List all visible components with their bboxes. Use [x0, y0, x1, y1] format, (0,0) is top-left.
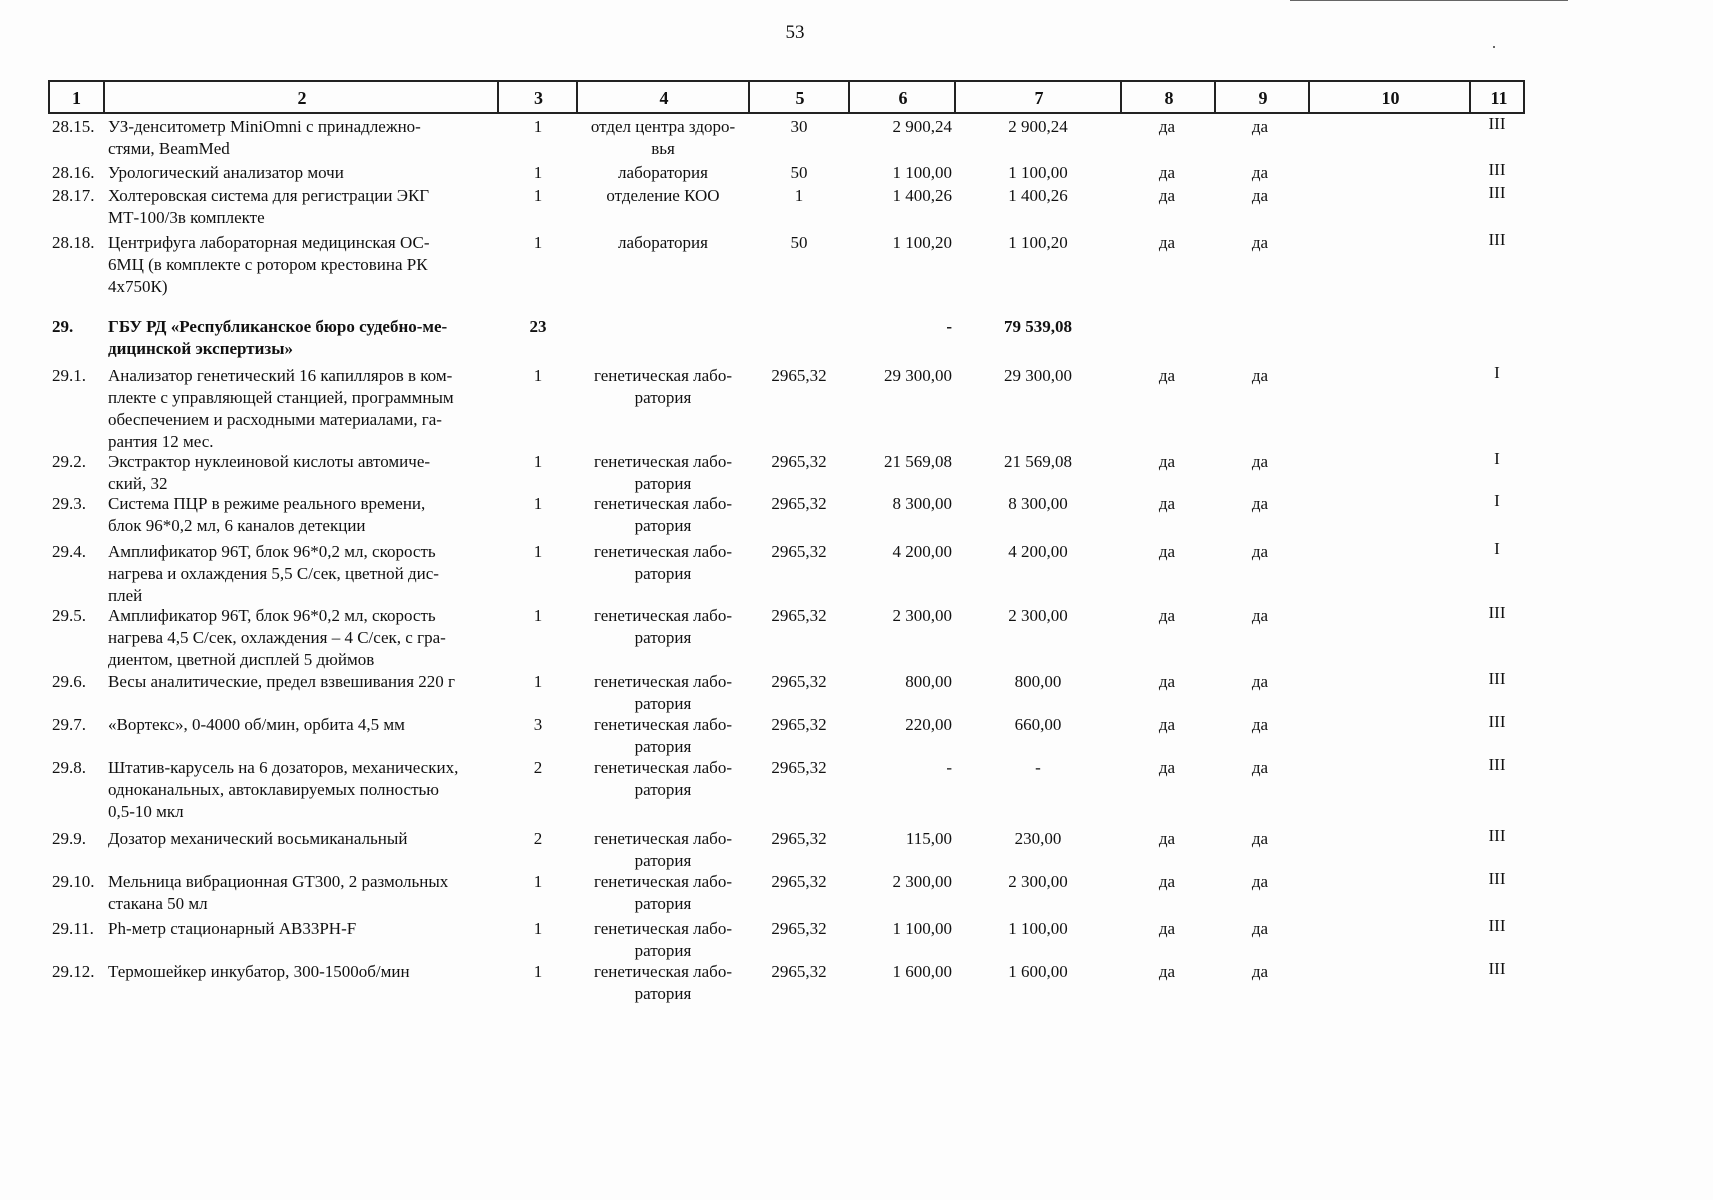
- total-sum: 4 200,00: [1008, 542, 1068, 561]
- class-value: III: [1488, 669, 1506, 688]
- total-sum: 1 400,26: [1008, 186, 1068, 205]
- class-value: III: [1488, 916, 1506, 935]
- col9-value: да: [1251, 919, 1269, 938]
- col5-value: 30: [790, 117, 808, 136]
- unit-price: 2 300,00: [892, 872, 952, 891]
- col8-value: да: [1158, 186, 1176, 205]
- total-sum: 1 100,00: [1008, 919, 1068, 938]
- row-number: 29.3.: [52, 494, 86, 513]
- unit-price: 220,00: [905, 715, 952, 734]
- department: лаборатория: [618, 163, 708, 182]
- col9-value: да: [1251, 758, 1269, 777]
- col9-value: да: [1251, 186, 1269, 205]
- unit-price: 8 300,00: [892, 494, 952, 513]
- row-number: 29.2.: [52, 452, 86, 471]
- scan-artifact-line: [1290, 0, 1568, 1]
- row-number: 29.9.: [52, 829, 86, 848]
- col5-value: 2965,32: [771, 452, 827, 471]
- total-sum: 8 300,00: [1008, 494, 1068, 513]
- col8-value: да: [1158, 494, 1176, 513]
- quantity: 1: [533, 919, 543, 938]
- quantity: 1: [533, 117, 543, 136]
- col8-value: да: [1158, 672, 1176, 691]
- col9-value: да: [1251, 494, 1269, 513]
- item-name: Холтеровская система для регистрации ЭКГ МТ-100/3в комплекте: [108, 186, 430, 227]
- row-number: 28.16.: [52, 163, 95, 182]
- item-name: Амплификатор 96Т, блок 96*0,2 мл, скорость нагрева 4,5 С/сек, охлаждения – 4 С/сек, с гра- диентом, цветной дисплей 5 дюймов: [108, 606, 446, 669]
- item-name: «Вортекс», 0-4000 об/мин, орбита 4,5 мм: [108, 715, 405, 734]
- unit-price: -: [946, 317, 952, 336]
- class-value: III: [1488, 755, 1506, 774]
- department: генетическая лабо- ратория: [594, 872, 732, 913]
- col5-value: 2965,32: [771, 542, 827, 561]
- total-sum: 2 300,00: [1008, 872, 1068, 891]
- department: генетическая лабо- ратория: [594, 962, 732, 1003]
- col9-value: да: [1251, 542, 1269, 561]
- header-col-7: 7: [954, 82, 1122, 112]
- department: лаборатория: [618, 233, 708, 252]
- page-number: 53: [785, 22, 805, 43]
- header-col-3: 3: [497, 82, 578, 112]
- item-name: Центрифуга лабораторная медицинская ОС- 6МЦ (в комплекте с ротором крестовина РК 4х750К): [108, 233, 430, 296]
- col8-value: да: [1158, 872, 1176, 891]
- col5-value: 2965,32: [771, 715, 827, 734]
- col8-value: да: [1158, 919, 1176, 938]
- row-number: 29.10.: [52, 872, 95, 891]
- row-number: 29.1.: [52, 366, 86, 385]
- col8-value: да: [1158, 829, 1176, 848]
- col9-value: да: [1251, 715, 1269, 734]
- department: отдел центра здоро- вья: [590, 117, 736, 158]
- class-value: III: [1488, 114, 1506, 133]
- row-number: 29.12.: [52, 962, 95, 981]
- item-name: Амплификатор 96Т, блок 96*0,2 мл, скорость нагрева и охлаждения 5,5 С/сек, цветной дис- плей: [108, 542, 439, 605]
- col8-value: да: [1158, 542, 1176, 561]
- unit-price: 800,00: [905, 672, 952, 691]
- col8-value: да: [1158, 366, 1176, 385]
- quantity: 1: [533, 163, 543, 182]
- department: генетическая лабо- ратория: [594, 452, 732, 493]
- quantity: 1: [533, 494, 543, 513]
- col9-value: да: [1251, 872, 1269, 891]
- quantity: 1: [533, 186, 543, 205]
- item-name: Штатив-карусель на 6 дозаторов, механических, одноканальных, автоклавируемых полностью 0,5-10 мкл: [108, 758, 459, 821]
- col8-value: да: [1158, 117, 1176, 136]
- item-name: Термошейкер инкубатор, 300-1500об/мин: [108, 962, 410, 981]
- quantity: 1: [533, 542, 543, 561]
- header-col-11: 11: [1469, 82, 1527, 112]
- col8-value: да: [1158, 163, 1176, 182]
- col8-value: да: [1158, 606, 1176, 625]
- total-sum: 1 600,00: [1008, 962, 1068, 981]
- header-col-8: 8: [1120, 82, 1216, 112]
- quantity: 1: [533, 962, 543, 981]
- quantity: 1: [533, 366, 543, 385]
- header-col-9: 9: [1214, 82, 1310, 112]
- item-name: Экстрактор нуклеиновой кислоты автомиче- ский, 32: [108, 452, 431, 493]
- col8-value: да: [1158, 962, 1176, 981]
- total-sum: 230,00: [1014, 829, 1062, 848]
- scan-artifact-dot: [1493, 46, 1495, 48]
- quantity: 1: [533, 672, 543, 691]
- col5-value: 50: [790, 163, 808, 182]
- header-col-10: 10: [1308, 82, 1471, 112]
- col9-value: да: [1251, 672, 1269, 691]
- unit-price: 115,00: [905, 829, 952, 848]
- col5-value: 2965,32: [771, 494, 827, 513]
- item-name: Анализатор генетический 16 капилляров в ком- плекте с управляющей станцией, программным обеспечением и расходными материалами, га- рантия 12 мес.: [108, 366, 454, 451]
- col9-value: да: [1251, 452, 1269, 471]
- row-number: 28.15.: [52, 117, 95, 136]
- total-sum: 79 539,08: [1004, 317, 1072, 336]
- header-col-2: 2: [103, 82, 499, 112]
- col5-value: 50: [790, 233, 808, 252]
- class-value: I: [1494, 363, 1500, 382]
- class-value: III: [1488, 160, 1506, 179]
- col9-value: да: [1251, 606, 1269, 625]
- class-value: I: [1494, 449, 1500, 468]
- department: генетическая лабо- ратория: [594, 366, 732, 407]
- department: отделение КОО: [606, 186, 720, 205]
- row-number: 29.: [52, 317, 74, 336]
- col9-value: да: [1251, 366, 1269, 385]
- total-sum: 800,00: [1014, 672, 1062, 691]
- unit-price: 2 900,24: [892, 117, 952, 136]
- row-number: 29.7.: [52, 715, 86, 734]
- col5-value: 2965,32: [771, 672, 827, 691]
- class-value: III: [1488, 826, 1506, 845]
- department: генетическая лабо- ратория: [594, 758, 732, 799]
- unit-price: 1 100,00: [892, 919, 952, 938]
- row-number: 28.18.: [52, 233, 95, 252]
- quantity: 1: [533, 233, 543, 252]
- unit-price: 1 400,26: [892, 186, 952, 205]
- item-name: УЗ-денситометр MiniOmni с принадлежно- стями, BeamMed: [108, 117, 421, 158]
- total-sum: 29 300,00: [1004, 366, 1072, 385]
- unit-price: 1 100,20: [892, 233, 952, 252]
- col5-value: 1: [794, 186, 804, 205]
- col5-value: 2965,32: [771, 606, 827, 625]
- total-sum: 1 100,00: [1008, 163, 1068, 182]
- total-sum: -: [1035, 758, 1041, 777]
- quantity: 2: [533, 758, 543, 777]
- item-name: Ph-метр стационарный AB33PH-F: [108, 919, 357, 938]
- item-name: Урологический анализатор мочи: [108, 163, 344, 182]
- table-header: [48, 80, 1525, 114]
- item-name: Дозатор механический восьмиканальный: [108, 829, 408, 848]
- total-sum: 660,00: [1014, 715, 1062, 734]
- total-sum: 21 569,08: [1004, 452, 1072, 471]
- class-value: III: [1488, 183, 1506, 202]
- total-sum: 2 900,24: [1008, 117, 1068, 136]
- header-col-1: 1: [72, 88, 81, 108]
- quantity: 3: [533, 715, 543, 734]
- department: генетическая лабо- ратория: [594, 606, 732, 647]
- col5-value: 2965,32: [771, 872, 827, 891]
- department: генетическая лабо- ратория: [594, 715, 732, 756]
- total-sum: 2 300,00: [1008, 606, 1068, 625]
- department: генетическая лабо- ратория: [594, 494, 732, 535]
- unit-price: 21 569,08: [884, 452, 952, 471]
- col8-value: да: [1158, 758, 1176, 777]
- class-value: I: [1494, 491, 1500, 510]
- unit-price: 1 600,00: [892, 962, 952, 981]
- item-name: Система ПЦР в режиме реального времени, блок 96*0,2 мл, 6 каналов детекции: [108, 494, 426, 535]
- col9-value: да: [1251, 163, 1269, 182]
- class-value: III: [1488, 712, 1506, 731]
- col5-value: 2965,32: [771, 829, 827, 848]
- quantity: 1: [533, 606, 543, 625]
- unit-price: 4 200,00: [892, 542, 952, 561]
- header-col-5: 5: [748, 82, 850, 112]
- col5-value: 2965,32: [771, 758, 827, 777]
- col9-value: да: [1251, 829, 1269, 848]
- col8-value: да: [1158, 452, 1176, 471]
- quantity: 1: [533, 452, 543, 471]
- col9-value: да: [1251, 117, 1269, 136]
- row-number: 29.11.: [52, 919, 94, 938]
- unit-price: -: [946, 758, 952, 777]
- col5-value: 2965,32: [771, 962, 827, 981]
- item-name: Весы аналитические, предел взвешивания 220 г: [108, 672, 456, 691]
- col8-value: да: [1158, 233, 1176, 252]
- unit-price: 1 100,00: [892, 163, 952, 182]
- department: генетическая лабо- ратория: [594, 919, 732, 960]
- department: генетическая лабо- ратория: [594, 672, 732, 713]
- row-number: 29.6.: [52, 672, 86, 691]
- quantity: 2: [533, 829, 543, 848]
- header-col-6: 6: [848, 82, 956, 112]
- department: генетическая лабо- ратория: [594, 829, 732, 870]
- class-value: III: [1488, 869, 1506, 888]
- col9-value: да: [1251, 962, 1269, 981]
- department: генетическая лабо- ратория: [594, 542, 732, 583]
- class-value: I: [1494, 539, 1500, 558]
- unit-price: 29 300,00: [884, 366, 952, 385]
- unit-price: 2 300,00: [892, 606, 952, 625]
- row-number: 29.5.: [52, 606, 86, 625]
- col9-value: да: [1251, 233, 1269, 252]
- item-name: ГБУ РД «Республиканское бюро судебно-ме- дицинской экспертизы»: [108, 317, 448, 358]
- quantity: 23: [529, 317, 547, 336]
- class-value: III: [1488, 603, 1506, 622]
- header-col-4: 4: [576, 82, 750, 112]
- row-number: 29.4.: [52, 542, 86, 561]
- col5-value: 2965,32: [771, 366, 827, 385]
- row-number: 28.17.: [52, 186, 95, 205]
- total-sum: 1 100,20: [1008, 233, 1068, 252]
- col8-value: да: [1158, 715, 1176, 734]
- item-name: Мельница вибрационная GT300, 2 размольных стакана 50 мл: [108, 872, 449, 913]
- col5-value: 2965,32: [771, 919, 827, 938]
- quantity: 1: [533, 872, 543, 891]
- row-number: 29.8.: [52, 758, 86, 777]
- class-value: III: [1488, 959, 1506, 978]
- class-value: III: [1488, 230, 1506, 249]
